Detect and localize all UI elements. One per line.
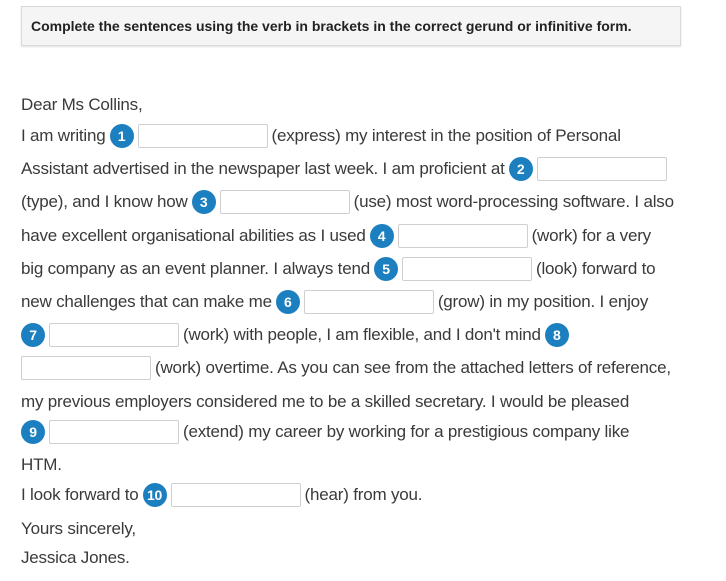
question-number-badge: 3 <box>192 190 216 214</box>
letter-line <box>21 221 651 251</box>
answer-input-1[interactable] <box>138 124 268 148</box>
verb-hint: (express) my interest in the position of Personal <box>271 126 621 145</box>
signature: Jessica Jones. <box>21 548 130 567</box>
closing: Yours sincerely, <box>21 519 136 538</box>
verb-hint: (work) with people, I am flexible, and I don't mind <box>183 325 541 344</box>
verb-hint: (look) forward to <box>535 259 656 278</box>
sentence-text: I am writing <box>21 126 106 145</box>
question-number-badge: 2 <box>509 157 533 181</box>
instruction-box <box>21 6 681 46</box>
letter-line <box>21 90 143 120</box>
sentence-text: (type), and I know how <box>21 192 188 211</box>
letter-line <box>21 254 655 284</box>
letter-line <box>21 187 674 217</box>
question-number-badge: 9 <box>21 420 45 444</box>
answer-input-4[interactable] <box>398 224 528 248</box>
letter-line <box>21 543 130 573</box>
question-number-badge: 1 <box>110 124 134 148</box>
question-number-badge: 10 <box>143 483 167 507</box>
sentence-text: big company as an event planner. I always tend <box>21 259 370 278</box>
question-number-badge: 6 <box>276 290 300 314</box>
letter-line <box>21 450 62 480</box>
sentence-text: Assistant advertised in the newspaper last week. I am proficient at <box>21 159 505 178</box>
letter-line <box>21 320 571 350</box>
answer-input-2[interactable] <box>537 157 667 181</box>
sentence-text: have excellent organisational abilities as I used <box>21 226 366 245</box>
answer-input-3[interactable] <box>220 190 350 214</box>
question-number-badge: 8 <box>545 323 569 347</box>
answer-input-6[interactable] <box>304 290 434 314</box>
answer-input-10[interactable] <box>171 483 301 507</box>
instruction-text: Complete the sentences using the verb in brackets in the correct gerund or infinitive form. <box>31 18 632 34</box>
sentence-text: I look forward to <box>21 485 139 504</box>
verb-hint: (use) most word-processing software. I also <box>353 192 674 211</box>
sentence-text: new challenges that can make me <box>21 292 272 311</box>
verb-hint: (grow) in my position. I enjoy <box>437 292 649 311</box>
verb-hint: (hear) from you. <box>304 485 423 504</box>
sentence-text: HTM. <box>21 455 62 474</box>
verb-hint: (work) overtime. As you can see from the attached letters of reference, <box>155 358 671 377</box>
letter-line <box>21 353 671 383</box>
letter-line <box>21 287 648 317</box>
answer-input-9[interactable] <box>49 420 179 444</box>
greeting: Dear Ms Collins, <box>21 95 143 114</box>
letter-line <box>21 514 136 544</box>
letter-line <box>21 387 629 417</box>
letter-line <box>21 154 671 184</box>
letter-line <box>21 417 629 447</box>
verb-hint: (extend) my career by working for a prestigious company like <box>183 422 630 441</box>
answer-input-5[interactable] <box>402 257 532 281</box>
question-number-badge: 5 <box>374 257 398 281</box>
sentence-text: my previous employers considered me to be a skilled secretary. I would be pleased <box>21 392 630 411</box>
answer-input-8[interactable] <box>21 356 151 380</box>
question-number-badge: 4 <box>370 224 394 248</box>
letter-line <box>21 121 621 151</box>
verb-hint: (work) for a very <box>531 226 651 245</box>
letter-line <box>21 480 422 510</box>
answer-input-7[interactable] <box>49 323 179 347</box>
question-number-badge: 7 <box>21 323 45 347</box>
